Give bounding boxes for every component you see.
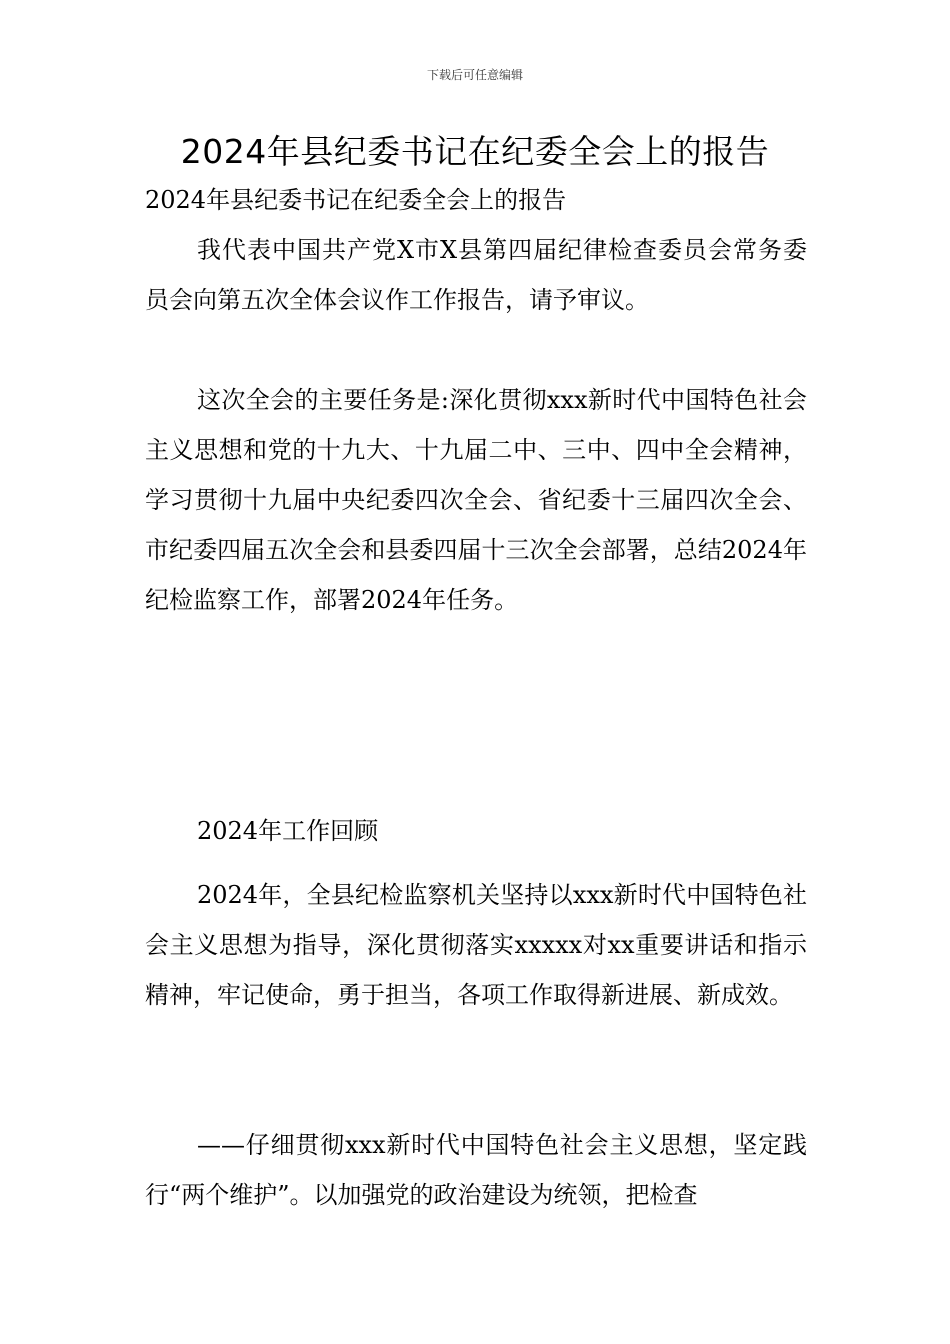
paragraph-political-building: ——仔细贯彻xxx新时代中国特色社会主义思想，坚定践行“两个维护”。以加强党的政治建设为统领，把检查 [145, 1131, 807, 1209]
header-note: 下载后可任意编辑 [426, 68, 523, 82]
document-subtitle: 2024年县纪委书记在纪委全会上的报告 [145, 186, 567, 214]
paragraph-review-summary: 2024年，全县纪检监察机关坚持以xxx新时代中国特色社会主义思想为指导，深化贯彻落实xxxxx对xx重要讲话和指示精神，牢记使命，勇于担当，各项工作取得新进展、新成效。 [145, 881, 807, 1009]
document-title: 2024年县纪委书记在纪委全会上的报告 [180, 132, 770, 171]
section-heading-review: 2024年工作回顾 [197, 817, 379, 845]
paragraph-main-tasks: 这次全会的主要任务是:深化贯彻xxx新时代中国特色社会主义思想和党的十九大、十九届二中、三中、四中全会精神，学习贯彻十九届中央纪委四次全会、省纪委十三届四次全会、市纪委四届五次全会和县委四届十三次全会部署，总结2024年纪检监察工作，部署2024年任务。 [145, 386, 807, 614]
paragraph-intro: 我代表中国共产党X市X县第四届纪律检查委员会常务委员会向第五次全体会议作工作报告，请予审议。 [145, 236, 807, 314]
